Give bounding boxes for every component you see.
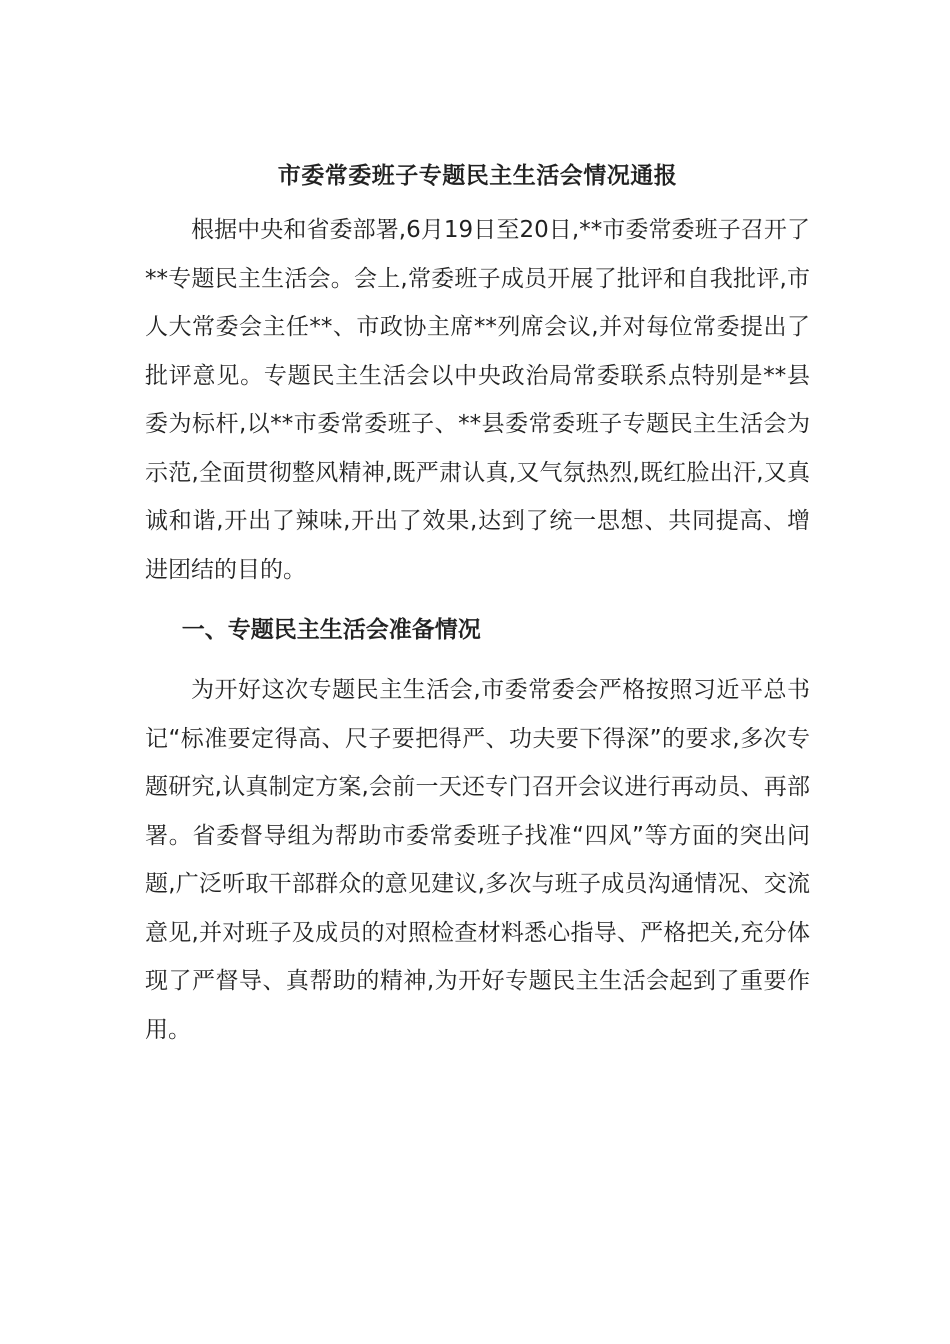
document-title: 市委常委班子专题民主生活会情况通报 bbox=[277, 163, 678, 189]
document-body bbox=[145, 152, 810, 1054]
paragraph-intro: 根据中央和省委部署,6月19日至20日,**市委常委班子召开了**专题民主生活会。会上,常委班子成员开展了批评和自我批评,市人大常委会主任**、市政协主席**列席会议,并对每位常委提出了批评意见。专题民主生活会以中央政治局常委联系点特别是**县委为标杆,以**市委常委班子、**县委常委班子专题民主生活会为示范,全面贯彻整风精神,既严肃认真,又气氛热烈,既红脸出汗,又真诚和谐,开出了辣味,开出了效果,达到了统一思想、共同提高、增进团结的目的。 bbox=[145, 217, 810, 583]
section-heading-preparation: 一、专题民主生活会准备情况 bbox=[181, 617, 481, 643]
paragraph-preparation: 为开好这次专题民主生活会,市委常委会严格按照习近平总书记“标准要定得高、尺子要把得严、功夫要下得深”的要求,多次专题研究,认真制定方案,会前一天还专门召开会议进行再动员、再部署。省委督导组为帮助市委常委班子找准“四风”等方面的突出问题,广泛听取干部群众的意见建议,多次与班子成员沟通情况、交流意见,并对班子及成员的对照检查材料悉心指导、严格把关,充分体现了严督导、真帮助的精神,为开好专题民主生活会起到了重要作用。 bbox=[145, 677, 810, 1043]
